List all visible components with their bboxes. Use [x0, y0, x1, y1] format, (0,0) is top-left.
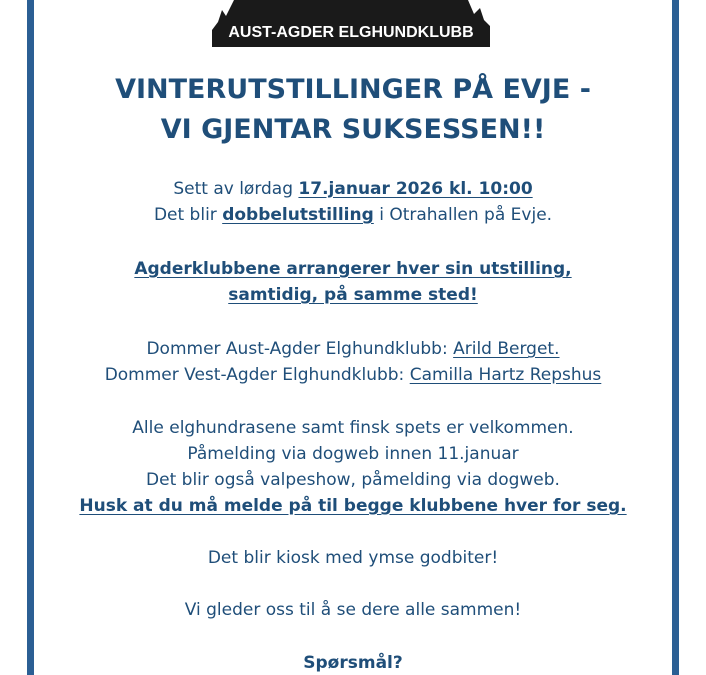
venue-suffix: i Otrahallen på Evje.: [373, 205, 553, 225]
judge-label: Dommer Aust-Agder Elghundklubb:: [146, 339, 454, 359]
judge-vest-agder: [34, 363, 672, 387]
clubs-note-line-2: samtidig, på samme sted!: [228, 285, 478, 305]
venue-line: [34, 203, 672, 227]
breeds-info: Alle elghundrasene samt finsk spets er velkommen.: [132, 418, 574, 438]
date-prefix: Sett av lørdag: [173, 179, 299, 199]
puppy-show-info: Det blir også valpeshow, påmelding via dogweb.: [146, 470, 560, 490]
club-logo: [212, 0, 490, 47]
kiosk-info: Det blir kiosk med ymse godbiter!: [207, 548, 499, 568]
questions-heading: Spørsmål?: [303, 653, 403, 673]
judge-name: Camilla Hartz Repshus: [409, 365, 602, 385]
judge-label: Dommer Vest-Agder Elghundklubb:: [104, 365, 410, 385]
clubs-note-line-1: Agderklubbene arrangerer hver sin utstilling,: [134, 259, 572, 279]
logo-club-name: AUST-AGDER ELGHUNDKLUBB: [228, 24, 474, 41]
judge-name: Arild Berget.: [453, 339, 560, 359]
venue-prefix: Det blir: [153, 205, 223, 225]
headline: [34, 70, 672, 150]
headline-line-1: VINTERUTSTILLINGER PÅ EVJE -: [115, 74, 591, 105]
page-border-left: [27, 0, 34, 675]
page-border-right: [672, 0, 679, 675]
headline-line-2: VI GJENTAR SUKSESSEN!!: [160, 114, 546, 145]
registration-info: Påmelding via dogweb innen 11.januar: [187, 444, 519, 464]
closing-line: Vi gleder oss til å se dere alle sammen!: [184, 600, 522, 620]
date-line: [34, 177, 672, 201]
event-date: 17.januar 2026 kl. 10:00: [298, 179, 533, 199]
judge-aust-agder: [34, 337, 672, 361]
registration-reminder: Husk at du må melde på til begge klubbene hver for seg.: [79, 496, 627, 516]
venue-highlight: dobbelutstilling: [222, 205, 374, 225]
